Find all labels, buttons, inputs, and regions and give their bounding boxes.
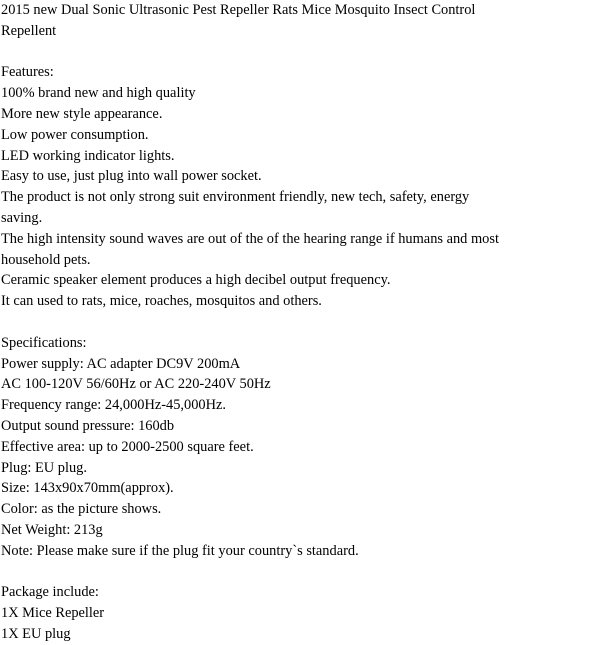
package-heading: Package include: [1, 584, 99, 601]
feature-line: The product is not only strong suit environment friendly, new tech, safety, energy [1, 189, 470, 206]
feature-line: It can used to rats, mice, roaches, mosquitos and others. [1, 293, 322, 310]
feature-line: household pets. [1, 251, 91, 268]
feature-line: Easy to use, just plug into wall power socket. [1, 168, 262, 185]
feature-line: saving. [1, 209, 43, 226]
spec-line: Frequency range: 24,000Hz-45,000Hz. [1, 397, 226, 414]
spec-line: Plug: EU plug. [1, 459, 87, 476]
feature-line: LED working indicator lights. [1, 147, 175, 164]
feature-line: Low power consumption. [1, 126, 149, 143]
spacer [1, 562, 601, 583]
spec-line: Size: 143x90x70mm(approx). [1, 480, 174, 497]
spec-line: Note: Please make sure if the plug fit your country`s standard. [1, 542, 359, 559]
spec-line: AC 100-120V 56/60Hz or AC 220-240V 50Hz [1, 376, 271, 393]
spacer [1, 312, 601, 333]
product-description [1, 0, 601, 645]
feature-line: Ceramic speaker element produces a high decibel output frequency. [1, 272, 391, 289]
features-heading: Features: [1, 64, 54, 81]
spec-line: Power supply: AC adapter DC9V 200mA [1, 355, 241, 372]
spec-line: Color: as the picture shows. [1, 501, 162, 518]
package-line: 1X EU plug [1, 625, 71, 642]
title-line-2: Repellent [1, 22, 57, 39]
specifications-heading: Specifications: [1, 334, 87, 351]
spacer [1, 42, 601, 63]
spec-line: Net Weight: 213g [1, 521, 103, 538]
package-line: 1X Mice Repeller [1, 605, 105, 622]
spec-line: Output sound pressure: 160db [1, 417, 175, 434]
spec-line: Effective area: up to 2000-2500 square feet. [1, 438, 254, 455]
title-line-1: 2015 new Dual Sonic Ultrasonic Pest Repeller Rats Mice Mosquito Insect Control [1, 2, 476, 18]
feature-line: More new style appearance. [1, 105, 163, 122]
feature-line: 100% brand new and high quality [1, 85, 196, 102]
feature-line: The high intensity sound waves are out of the of the hearing range if humans and most [1, 230, 499, 247]
